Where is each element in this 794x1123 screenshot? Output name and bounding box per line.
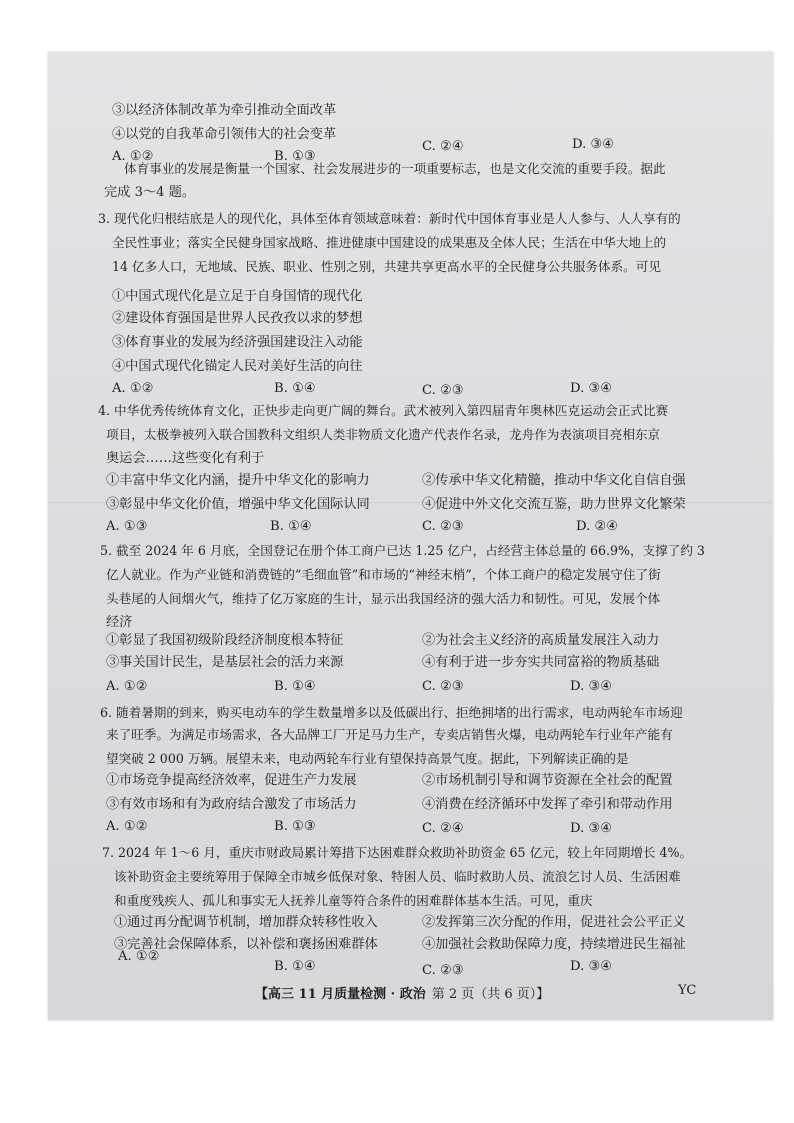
q6-statement-1: ①市场竞争提高经济效率，促进生产力发展 (106, 773, 357, 788)
q5-option-c: C. ②③ (422, 679, 464, 694)
q4-text-line: 奥运会……这些变化有利于 (106, 451, 265, 466)
footer-title: 【高三 11 月质量检测 · 政治 (255, 987, 426, 1002)
q6-text-line: 6. 随着暑期的到来，购买电动车的学生数量增多以及低碳出行、拒绝拥堵的出行需求，电动两轮车市场迎 (100, 705, 683, 720)
q3-text-line: 3. 现代化归根结底是人的现代化，具体至体育领域意味着：新时代中国体育事业是人人参与、人人享有的 (98, 211, 681, 226)
q5-text-line: 亿人就业。作为产业链和消费链的“毛细血管”和市场的“神经末梢”，个体工商户的稳定发展守住了街 (106, 567, 661, 582)
q3-statement-2: ②建设体育强国是世界人民孜孜以求的梦想 (112, 311, 363, 326)
q5-statement-1: ①彰显了我国初级阶段经济制度根本特征 (106, 633, 344, 648)
q7-statement-2: ②发挥第三次分配的作用，促进社会公平正义 (422, 915, 686, 930)
q6-option-c: C. ②④ (422, 821, 464, 836)
q5-text-line: 经济 (106, 615, 133, 630)
q4-statement-1: ①丰富中华文化内涵，提升中华文化的影响力 (106, 473, 370, 488)
q6-statement-2: ②市场机制引导和调节资源在全社会的配置 (422, 773, 673, 788)
q7-option-d: D. ③④ (570, 959, 613, 974)
q5-option-d: D. ③④ (570, 679, 613, 694)
q6-option-b: B. ①③ (274, 819, 316, 834)
material-intro-line: 体育事业的发展是衡量一个国家、社会发展进步的一项重要标志，也是文化交流的重要手段。据此 (124, 161, 666, 176)
material-intro-line: 完成 3～4 题。 (104, 185, 196, 200)
q3-text-line: 14 亿多人口，无地域、民族、职业、性别之别，共建共享更高水平的全民健身公共服务体系。可见 (112, 259, 661, 274)
prev-option-b: B. ①③ (274, 149, 316, 164)
q3-option-a: A. ①② (112, 381, 154, 396)
q7-text-line: 该补助资金主要统筹用于保障全市城乡低保对象、特困人员、临时救助人员、流浪乞讨人员、生活困难 (114, 869, 681, 884)
q5-text-line: 5. 截至 2024 年 6 月底，全国登记在册个体工商户已达 1.25 亿户，占经营主体总量的 66.9%，支撑了约 3 (100, 543, 705, 558)
q3-statement-4: ④中国式现代化锚定人民对美好生活的向往 (112, 359, 363, 374)
prev-statement-3: ③以经济体制改革为牵引推动全面改革 (112, 103, 337, 118)
q7-option-c: C. ②③ (422, 963, 464, 978)
page-footer (255, 983, 549, 1002)
q4-option-a: A. ①③ (106, 519, 148, 534)
q5-statement-2: ②为社会主义经济的高质量发展注入动力 (422, 633, 660, 648)
prev-statement-4: ④以党的自我革命引领伟大的社会变革 (112, 127, 337, 142)
q5-statement-3: ③事关国计民生，是基层社会的活力来源 (106, 655, 344, 670)
q5-statement-4: ④有利于进一步夯实共同富裕的物质基础 (422, 655, 660, 670)
q7-statement-1: ①通过再分配调节机制，增加群众转移性收入 (114, 915, 378, 930)
q3-option-b: B. ①④ (274, 381, 316, 396)
q4-statement-2: ②传承中华文化精髓，推动中华文化自信自强 (422, 473, 686, 488)
q7-statement-3: ③完善社会保障体系，以补偿和褒扬困难群体 (114, 937, 378, 952)
q6-statement-4: ④消费在经济循环中发挥了牵引和带动作用 (422, 797, 673, 812)
exam-page (48, 52, 773, 1020)
q4-option-b: B. ①④ (270, 519, 312, 534)
q3-option-c: C. ②③ (422, 383, 464, 398)
q3-statement-1: ①中国式现代化是立足于自身国情的现代化 (112, 289, 363, 304)
q5-option-a: A. ①② (106, 679, 148, 694)
prev-option-c: C. ②④ (422, 139, 464, 154)
footer-code: YC (678, 983, 697, 998)
q6-option-a: A. ①② (106, 819, 148, 834)
q3-option-d: D. ③④ (570, 381, 613, 396)
q5-option-b: B. ①④ (274, 679, 316, 694)
prev-option-d: D. ③④ (572, 137, 615, 152)
q4-text-line: 项目，太极拳被列入联合国教科文组织人类非物质文化遗产代表作名录，龙舟作为表演项目亮相东京 (106, 427, 661, 442)
q4-option-c: C. ②③ (422, 519, 464, 534)
prev-option-a: A. ①② (112, 149, 154, 164)
q4-text-line: 4. 中华优秀传统体育文化，正快步走向更广阔的舞台。武术被列入第四届青年奥林匹克运动会正式比赛 (98, 403, 669, 418)
q4-statement-4: ④促进中外文化交流互鉴，助力世界文化繁荣 (422, 497, 686, 512)
q6-statement-3: ③有效市场和有为政府结合激发了市场活力 (106, 797, 357, 812)
q5-text-line: 头巷尾的人间烟火气，维持了亿万家庭的生计，显示出我国经济的强大活力和韧性。可见，发展个体 (106, 591, 661, 606)
q7-option-a: A. ①② (118, 949, 160, 964)
q4-statement-3: ③彰显中华文化价值，增强中华文化国际认同 (106, 497, 370, 512)
q7-text-line: 和重度残疾人、孤儿和事实无人抚养儿童等符合条件的困难群体基本生活。可见，重庆 (114, 893, 593, 908)
q6-option-d: D. ③④ (570, 821, 613, 836)
q6-text-line: 望突破 2 000 万辆。展望未来，电动两轮车行业有望保持高景气度。据此，下列解读正确的是 (106, 751, 629, 766)
footer-page-number: 第 2 页（共 6 页）】 (431, 987, 550, 1002)
q7-text-line: 7. 2024 年 1～6 月，重庆市财政局累计筹措下达困难群众救助补助资金 65 亿元，较上年同期增长 4%。 (102, 845, 693, 860)
q3-statement-3: ③体育事业的发展为经济强国建设注入动能 (112, 335, 363, 350)
q6-text-line: 来了旺季。为满足市场需求，各大品牌工厂开足马力生产，专卖店销售火爆，电动两轮车行业年产能有 (106, 727, 673, 742)
q7-option-b: B. ①④ (274, 959, 316, 974)
q3-text-line: 全民性事业；落实全民健身国家战略、推进健康中国建设的成果惠及全体人民；生活在中华大地上的 (112, 235, 667, 250)
q7-statement-4: ④加强社会救助保障力度，持续增进民生福祉 (422, 937, 686, 952)
q4-option-d: D. ②④ (576, 519, 619, 534)
